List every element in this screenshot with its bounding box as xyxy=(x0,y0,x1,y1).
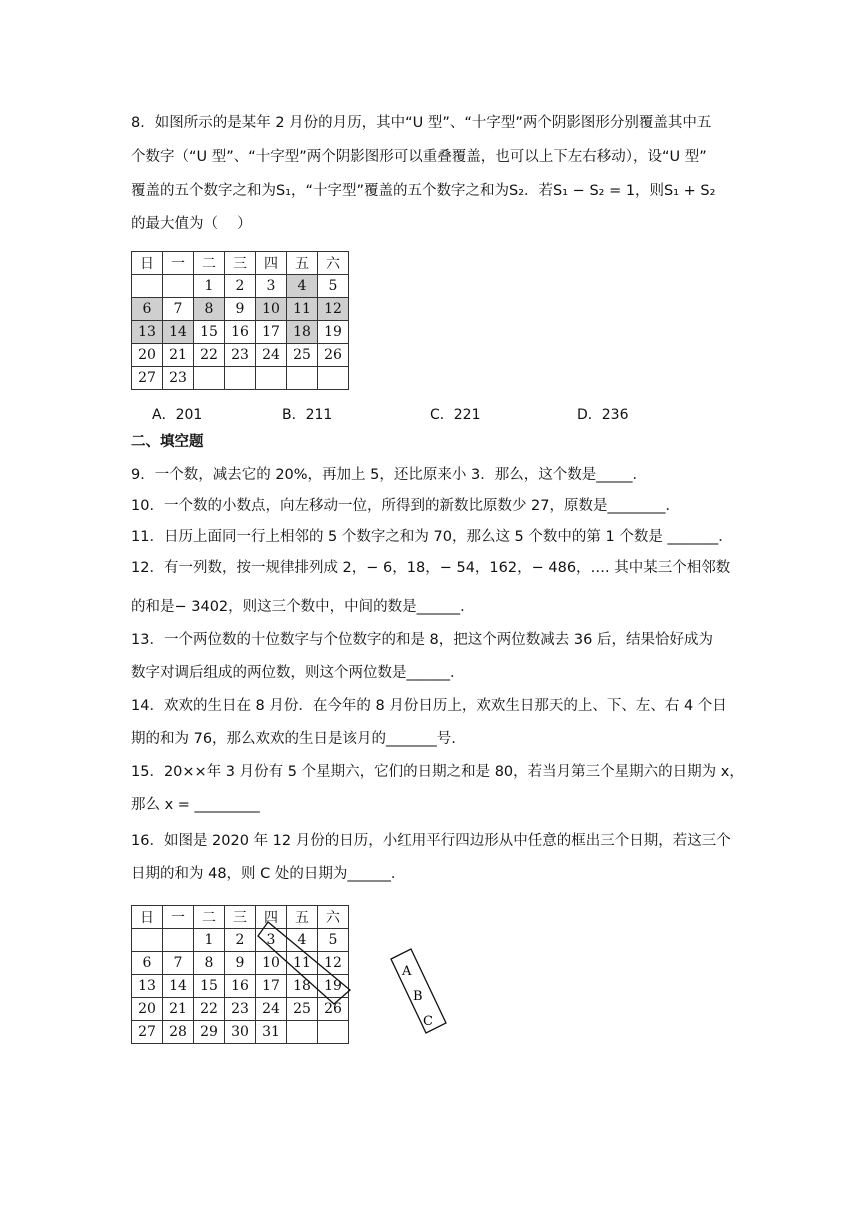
feb-date-cell: 17 xyxy=(256,321,287,344)
feb-date-cell: 25 xyxy=(287,344,318,367)
feb-week-row xyxy=(132,367,349,390)
dec-date-cell: 17 xyxy=(256,975,287,998)
feb-date-cell: 27 xyxy=(132,367,163,390)
q12-line-2: 的和是− 3402，则这三个数中，中间的数是______． xyxy=(131,599,475,615)
dec-date-cell: 31 xyxy=(256,1021,287,1044)
feb-date-cell: 20 xyxy=(132,344,163,367)
feb-date-cell: 5 xyxy=(318,275,349,298)
feb-date-cell: 23 xyxy=(163,367,194,390)
feb-date-cell: 26 xyxy=(318,344,349,367)
feb-weekday-cell: 六 xyxy=(318,252,349,275)
q14-line-2: 期的和为 76，那么欢欢的生日是该月的_______号. xyxy=(131,731,456,747)
dec-date-cell: 27 xyxy=(132,1021,163,1044)
dec-date-cell: 20 xyxy=(132,998,163,1021)
feb-week-row xyxy=(132,344,349,367)
feb-date-cell: 21 xyxy=(163,344,194,367)
dec-date-cell: 14 xyxy=(163,975,194,998)
frame-label-a: A xyxy=(402,964,412,979)
feb-date-cell: 1 xyxy=(194,275,225,298)
parallelogram-frame xyxy=(250,920,360,1010)
dec-weekday-cell: 三 xyxy=(225,906,256,929)
q14-line-1: 14．欢欢的生日在 8 月份．在今年的 8 月份日历上，欢欢生日那天的上、下、左、右 4 个日 xyxy=(131,698,727,714)
feb-date-cell: 7 xyxy=(163,298,194,321)
q9-text: 9．一个数，减去它的 20%，再加上 5，还比原来小 3．那么，这个数是_____． xyxy=(131,467,647,483)
dec-date-cell: 26 xyxy=(318,998,349,1021)
feb-date-cell: 12 xyxy=(318,298,349,321)
dec-weekday-cell: 二 xyxy=(194,906,225,929)
dec-date-cell xyxy=(132,929,163,952)
dec-weekday-cell: 四 xyxy=(256,906,287,929)
dec-date-cell: 29 xyxy=(194,1021,225,1044)
dec-date-cell: 13 xyxy=(132,975,163,998)
q8-line-4: 的最大值为（ ） xyxy=(131,216,252,232)
feb-date-cell: 9 xyxy=(225,298,256,321)
feb-date-cell: 22 xyxy=(194,344,225,367)
q12-line-1: 12．有一列数，按一规律排列成 2，− 6，18，− 54，162，− 486，…. 其中某三个相邻数 xyxy=(131,560,731,576)
dec-date-cell: 23 xyxy=(225,998,256,1021)
dec-date-cell: 16 xyxy=(225,975,256,998)
feb-weekday-cell: 三 xyxy=(225,252,256,275)
dec-weekday-cell: 日 xyxy=(132,906,163,929)
dec-date-cell xyxy=(163,929,194,952)
dec-date-cell: 22 xyxy=(194,998,225,1021)
frame-label-c: C xyxy=(423,1014,433,1029)
feb-date-cell: 6 xyxy=(132,298,163,321)
feb-date-cell xyxy=(132,275,163,298)
feb-date-cell: 13 xyxy=(132,321,163,344)
dec-date-cell: 15 xyxy=(194,975,225,998)
feb-date-cell: 14 xyxy=(163,321,194,344)
section-heading: 二、填空题 xyxy=(131,434,204,450)
dec-date-cell: 8 xyxy=(194,952,225,975)
choice-a[interactable]: A．201 xyxy=(152,407,203,423)
feb-date-cell: 19 xyxy=(318,321,349,344)
dec-date-cell: 10 xyxy=(256,952,287,975)
dec-weekday-cell: 五 xyxy=(287,906,318,929)
feb-date-cell xyxy=(318,367,349,390)
dec-date-cell: 7 xyxy=(163,952,194,975)
dec-date-cell xyxy=(287,1021,318,1044)
dec-date-cell: 12 xyxy=(318,952,349,975)
dec-date-cell: 1 xyxy=(194,929,225,952)
feb-weekday-cell: 二 xyxy=(194,252,225,275)
feb-weekday-cell: 一 xyxy=(163,252,194,275)
dec-weekday-cell: 一 xyxy=(163,906,194,929)
feb-date-cell xyxy=(256,367,287,390)
feb-weekday-cell: 五 xyxy=(287,252,318,275)
feb-weekday-cell: 四 xyxy=(256,252,287,275)
feb-date-cell xyxy=(225,367,256,390)
q15-line-2: 那么 x = _________ xyxy=(131,797,260,813)
feb-date-cell: 16 xyxy=(225,321,256,344)
dec-date-cell: 6 xyxy=(132,952,163,975)
dec-date-cell: 2 xyxy=(225,929,256,952)
feb-date-cell xyxy=(163,275,194,298)
dec-date-cell: 9 xyxy=(225,952,256,975)
dec-date-cell: 3 xyxy=(256,929,287,952)
dec-date-cell: 4 xyxy=(287,929,318,952)
feb-date-cell: 18 xyxy=(287,321,318,344)
abc-frame-diagram xyxy=(385,945,455,1040)
dec-date-cell: 25 xyxy=(287,998,318,1021)
feb-header-row xyxy=(132,252,349,275)
dec-date-cell: 30 xyxy=(225,1021,256,1044)
dec-week-row xyxy=(132,1021,349,1044)
q8-line-3: 覆盖的五个数字之和为S₁，“十字型”覆盖的五个数字之和为S₂．若S₁ − S₂ = 1，则S₁ + S₂ xyxy=(131,183,716,199)
feb-date-cell xyxy=(287,367,318,390)
dec-date-cell: 24 xyxy=(256,998,287,1021)
feb-week-row xyxy=(132,275,349,298)
dec-date-cell: 5 xyxy=(318,929,349,952)
q10-text: 10．一个数的小数点，向左移动一位，所得到的新数比原数少 27，原数是________． xyxy=(131,498,681,514)
feb-date-cell: 11 xyxy=(287,298,318,321)
feb-date-cell: 10 xyxy=(256,298,287,321)
feb-date-cell: 3 xyxy=(256,275,287,298)
dec-date-cell: 19 xyxy=(318,975,349,998)
dec-date-cell: 21 xyxy=(163,998,194,1021)
frame-label-b: B xyxy=(413,989,423,1004)
q8-line-1: 8．如图所示的是某年 2 月份的月历，其中“U 型”、“十字型”两个阴影图形分别覆盖其中五 xyxy=(131,115,712,131)
choice-d[interactable]: D．236 xyxy=(577,407,629,423)
feb-date-cell: 15 xyxy=(194,321,225,344)
feb-date-cell: 4 xyxy=(287,275,318,298)
q13-line-1: 13．一个两位数的十位数字与个位数字的和是 8，把这个两位数减去 36 后，结果恰好成为 xyxy=(131,632,713,648)
choice-b[interactable]: B．211 xyxy=(282,407,333,423)
dec-date-cell: 28 xyxy=(163,1021,194,1044)
feb-week-row xyxy=(132,298,349,321)
q16-line-1: 16．如图是 2020 年 12 月份的日历，小红用平行四边形从中任意的框出三个日期，若这三个 xyxy=(131,833,731,849)
feb-week-row xyxy=(132,321,349,344)
feb-weekday-cell: 日 xyxy=(132,252,163,275)
q16-line-2: 日期的和为 48，则 C 处的日期为______． xyxy=(131,866,406,882)
feb-date-cell xyxy=(194,367,225,390)
q8-line-2: 个数字（“U 型”、“十字型”两个阴影图形可以重叠覆盖，也可以上下左右移动），设“U 型” xyxy=(131,149,707,165)
dec-date-cell: 11 xyxy=(287,952,318,975)
q15-line-1: 15．20××年 3 月份有 5 个星期六，它们的日期之和是 80，若当月第三个星期六的日期为 x， xyxy=(131,764,744,780)
feb-date-cell: 23 xyxy=(225,344,256,367)
february-calendar xyxy=(131,251,349,390)
q13-line-2: 数字对调后组成的两位数，则这个两位数是______． xyxy=(131,665,465,681)
feb-date-cell: 8 xyxy=(194,298,225,321)
feb-date-cell: 24 xyxy=(256,344,287,367)
feb-date-cell: 2 xyxy=(225,275,256,298)
q11-text: 11．日历上面同一行上相邻的 5 个数字之和为 70，那么这 5 个数中的第 1 个数是 _______． xyxy=(131,529,733,545)
dec-date-cell: 18 xyxy=(287,975,318,998)
choice-c[interactable]: C．221 xyxy=(430,407,481,423)
dec-date-cell xyxy=(318,1021,349,1044)
dec-weekday-cell: 六 xyxy=(318,906,349,929)
